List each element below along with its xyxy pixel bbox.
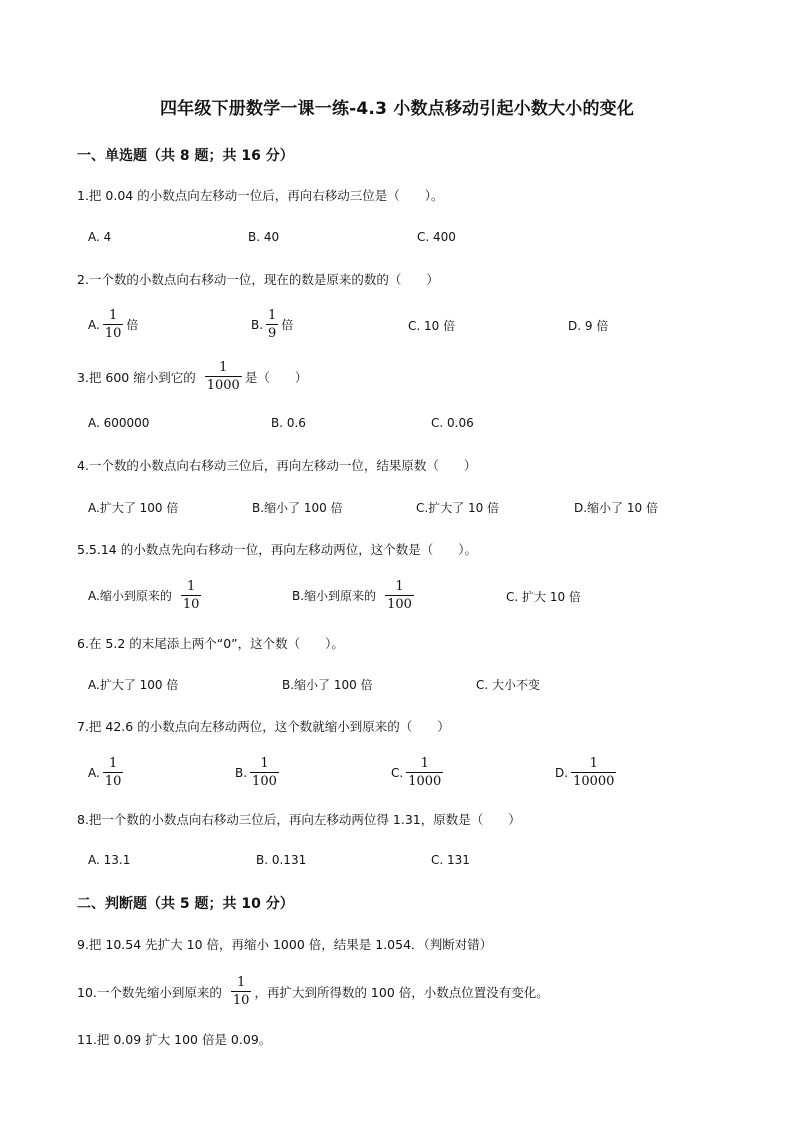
q1-option-b: B. 40 <box>248 230 280 244</box>
fraction-denominator: 1000 <box>408 774 442 789</box>
fraction-numerator: 1 <box>395 579 404 594</box>
fraction-numerator: 1 <box>186 579 196 594</box>
q6-option-a: A.扩大了 100 倍 <box>88 678 179 692</box>
question-4: 4.一个数的小数点向右移动三位后，再向左移动一位，结果原数（ ） <box>77 458 477 473</box>
fraction <box>231 976 252 1007</box>
q8-option-a: A. 13.1 <box>88 853 131 867</box>
fraction-denominator: 1000 <box>206 378 240 393</box>
q2-option-b <box>251 309 293 340</box>
q2-option-b-suffix: 倍 <box>281 318 294 332</box>
fraction-numerator: 1 <box>108 308 118 323</box>
q3-text-prefix: 3.把 600 缩小到它的 <box>77 369 196 385</box>
q7-option-a <box>88 757 126 788</box>
fraction-numerator: 1 <box>219 360 228 375</box>
fraction-numerator: 1 <box>108 756 118 771</box>
q7-option-d-label: D. <box>555 765 569 780</box>
q3-option-b: B. 0.6 <box>271 416 306 430</box>
question-7: 7.把 42.6 的小数点向左移动两位，这个数就缩小到原来的（ ） <box>77 719 450 734</box>
q1-option-a: A. 4 <box>88 230 112 244</box>
fraction <box>103 309 124 340</box>
fraction-numerator: 1 <box>260 756 269 771</box>
fraction-numerator: 1 <box>237 975 246 990</box>
q8-option-c: C. 131 <box>431 853 470 867</box>
page-title: 四年级下册数学一课一练-4.3 小数点移动引起小数大小的变化 <box>159 99 635 119</box>
fraction <box>406 757 443 788</box>
fraction-denominator: 10000 <box>573 774 615 789</box>
question-1: 1.把 0.04 的小数点向左移动一位后，再向右移动三位是（ ）。 <box>77 188 444 203</box>
q7-option-c-label: C. <box>391 765 404 780</box>
q10-text-suffix: ，再扩大到所得数的 100 倍，小数点位置没有变化。 <box>254 984 549 1000</box>
q4-option-b: B.缩小了 100 倍 <box>252 501 343 515</box>
fraction-denominator: 10 <box>104 326 122 341</box>
fraction-numerator: 1 <box>420 756 429 771</box>
q6-option-b: B.缩小了 100 倍 <box>282 678 373 692</box>
fraction-denominator: 10 <box>232 993 250 1008</box>
fraction <box>266 309 278 340</box>
question-8: 8.把一个数的小数点向右移动三位后，再向左移动两位得 1.31，原数是（ ） <box>77 812 521 827</box>
q7-option-a-label: A. <box>88 765 100 780</box>
question-3 <box>77 361 307 392</box>
q2-option-a-label: A. <box>88 317 100 332</box>
q3-option-c: C. 0.06 <box>431 416 474 430</box>
q2-option-b-label: B. <box>251 317 264 332</box>
fraction-numerator: 1 <box>589 756 598 771</box>
question-5: 5.5.14 的小数点先向右移动一位，再向左移动两位，这个数是（ ）。 <box>77 542 477 557</box>
q8-option-b: B. 0.131 <box>256 853 307 867</box>
q5-option-a <box>88 580 204 611</box>
fraction-denominator: 10 <box>182 597 200 612</box>
section-heading-true-false: 二、判断题（共 5 题；共 10 分） <box>77 896 294 912</box>
fraction <box>571 757 616 788</box>
q5-option-b-label: B.缩小到原来的 <box>292 589 377 603</box>
section-heading-single-choice: 一、单选题（共 8 题；共 16 分） <box>77 148 294 164</box>
q5-option-a-label: A.缩小到原来的 <box>88 589 172 603</box>
q2-option-c: C. 10 倍 <box>408 319 456 333</box>
q5-option-c: C. 扩大 10 倍 <box>506 590 581 604</box>
question-10 <box>77 976 549 1007</box>
q4-option-a: A.扩大了 100 倍 <box>88 501 179 515</box>
q7-option-d <box>555 757 619 788</box>
q1-option-c: C. 400 <box>417 230 456 244</box>
question-9: 9.把 10.54 先扩大 10 倍，再缩小 1000 倍，结果是 1.054．（判断对错） <box>77 937 493 952</box>
fraction <box>181 580 202 611</box>
fraction-denominator: 100 <box>387 597 412 612</box>
fraction <box>205 361 242 392</box>
question-6: 6.在 5.2 的末尾添上两个“0”，这个数（ ）。 <box>77 636 344 651</box>
q6-option-c: C. 大小不变 <box>476 678 541 692</box>
q4-option-d: D.缩小了 10 倍 <box>574 501 658 515</box>
fraction-denominator: 10 <box>104 774 122 789</box>
fraction-denominator: 9 <box>268 326 277 341</box>
q7-option-b-label: B. <box>235 765 248 780</box>
q7-option-b <box>235 757 282 788</box>
q3-text-suffix: 是（ ） <box>244 369 308 385</box>
q2-option-a-suffix: 倍 <box>126 318 139 332</box>
fraction <box>250 757 279 788</box>
fraction <box>103 757 124 788</box>
question-11: 11.把 0.09 扩大 100 倍是 0.09。 <box>77 1032 272 1047</box>
q2-option-a <box>88 309 138 340</box>
fraction-denominator: 100 <box>252 774 277 789</box>
fraction-numerator: 1 <box>268 308 277 323</box>
fraction <box>385 580 414 611</box>
q3-option-a: A. 600000 <box>88 416 150 430</box>
question-2: 2.一个数的小数点向右移动一位，现在的数是原来的数的（ ） <box>77 272 439 287</box>
q4-option-c: C.扩大了 10 倍 <box>416 501 500 515</box>
q2-option-d: D. 9 倍 <box>568 319 609 333</box>
q7-option-c <box>391 757 446 788</box>
q5-option-b <box>292 580 417 611</box>
q10-text-prefix: 10.一个数先缩小到原来的 <box>77 984 222 1000</box>
